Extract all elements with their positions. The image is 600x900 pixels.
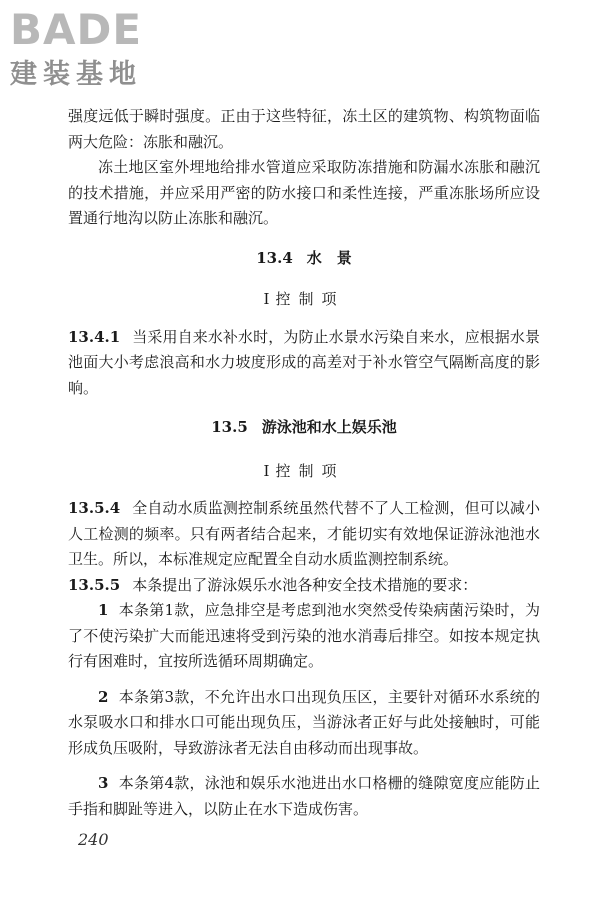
clause-number: 13.4.1 xyxy=(68,327,121,346)
document-body xyxy=(68,104,540,822)
subsection-roman: Ⅰ xyxy=(263,461,270,480)
clause-number: 13.5.4 xyxy=(68,499,121,517)
clause-13-5-4 xyxy=(68,496,540,573)
clause-text: 全自动水质监测控制系统虽然代替不了人工检测，但可以减小人工检测的频率。只有两者结合起来，才能切实有效地保证游泳池池水卫生。所以，本标准规定应配置全自动水质监测控制系统。 xyxy=(68,499,540,568)
section-title: 水 景 xyxy=(306,248,352,267)
section-heading-13-4 xyxy=(68,246,540,272)
page-number: 240 xyxy=(78,830,109,849)
item-text: 本条第3款，不允许出水口出现负压区，主要针对循环水系统的水泵吸水口和排水口可能出现负压，当游泳者正好与此处接触时，可能形成负压吸附，导致游泳者无法自由移动而出现事故。 xyxy=(68,687,540,757)
subsection-title: 控制项 xyxy=(275,290,345,308)
logo-subtitle: 建装基地 xyxy=(10,59,142,90)
clause-text: 本条提出了游泳娱乐水池各种安全技术措施的要求： xyxy=(132,575,478,594)
logo-wordmark: BADE xyxy=(10,5,143,54)
section-number: 13.4 xyxy=(256,248,293,267)
item-text: 本条第1款，应急排空是考虑到池水突然受传染病菌污染时，为了不使污染扩大而能迅速将受到污染的池水消毒后排空。如按本规定执行有困难时，宜按所选循环周期确定。 xyxy=(68,601,540,670)
list-item-3 xyxy=(68,771,540,822)
subsection-title: 控制项 xyxy=(275,461,345,480)
subsection-heading-control-items xyxy=(68,287,540,313)
section-title: 游泳池和水上娱乐池 xyxy=(261,418,397,436)
item-number: 1 xyxy=(98,601,109,619)
list-item-2 xyxy=(68,685,540,762)
subsection-roman: Ⅰ xyxy=(263,290,270,308)
clause-13-5-5 xyxy=(68,573,540,599)
item-text: 本条第4款，泳池和娱乐水池进出水口格栅的缝隙宽度应能防止手指和脚趾等进入，以防止在水下造成伤害。 xyxy=(68,774,540,818)
item-number: 2 xyxy=(98,687,109,706)
intro-paragraph-2: 冻土地区室外埋地给排水管道应采取防冻措施和防漏水冻胀和融沉的技术措施，并应采用严密的防水接口和柔性连接，严重冻胀场所应设置通行地沟以防止冻胀和融沉。 xyxy=(68,158,540,227)
clause-number: 13.5.5 xyxy=(68,575,121,594)
list-item-1 xyxy=(68,598,540,675)
clause-13-4-1 xyxy=(68,325,540,402)
intro-paragraph-1: 强度远低于瞬时强度。正由于这些特征，冻土区的建筑物、构筑物面临两大危险：冻胀和融沉。 xyxy=(68,107,540,151)
site-logo xyxy=(10,6,180,92)
subsection-heading-control-items xyxy=(68,459,540,485)
section-heading-13-5 xyxy=(68,415,540,441)
section-number: 13.5 xyxy=(211,418,248,436)
clause-text: 当采用自来水补水时，为防止水景水污染自来水，应根据水景池面大小考虑浪高和水力坡度形成的高差对于补水管空气隔断高度的影响。 xyxy=(68,327,540,397)
item-number: 3 xyxy=(98,774,109,792)
